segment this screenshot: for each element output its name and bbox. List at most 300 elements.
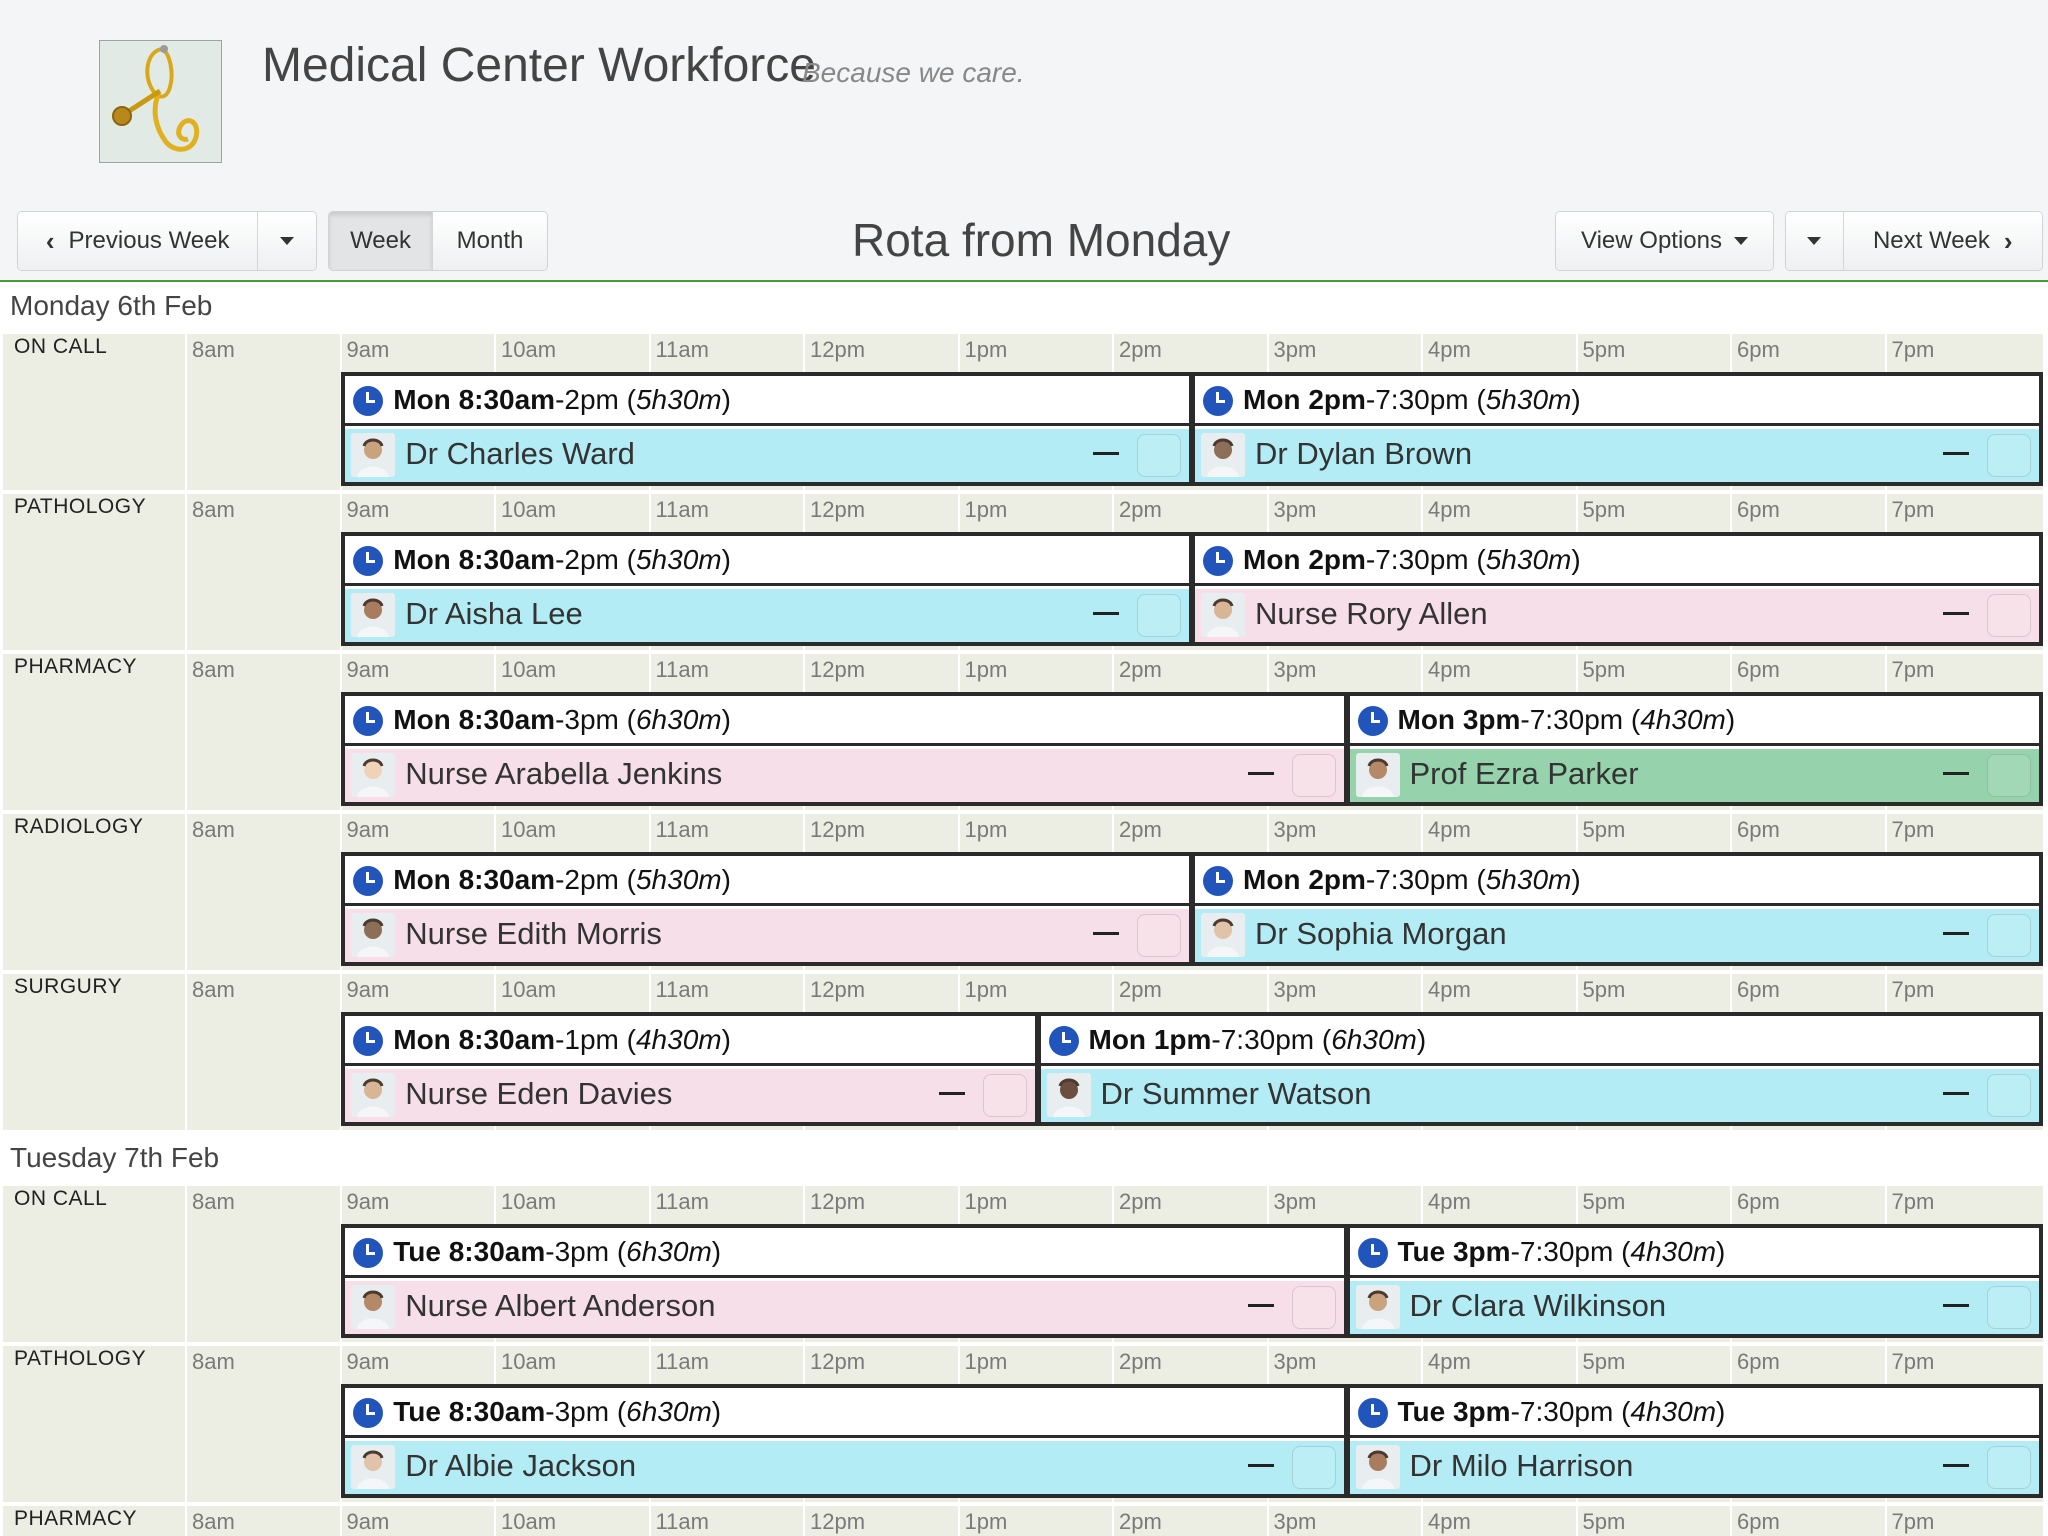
hour-label: 11am [655, 1349, 709, 1374]
shift-start: 2pm [1308, 384, 1366, 415]
shift-time-text: Mon 8:30am-2pm (5h30m) [393, 864, 731, 895]
staff-assignment[interactable] [345, 749, 1343, 802]
shift-start: 3pm [1462, 704, 1521, 735]
confirm-checkbox[interactable] [1292, 1446, 1336, 1489]
minus-icon[interactable] [1943, 612, 1969, 615]
hour-label: 7pm [1891, 657, 1935, 682]
confirm-checkbox[interactable] [1137, 594, 1181, 637]
clock-icon [353, 866, 383, 896]
hour-label: 7pm [1891, 337, 1935, 362]
shift-start: 1pm [1153, 1024, 1212, 1055]
staff-name: Nurse Rory Allen [1255, 596, 1488, 631]
staff-assignment[interactable] [345, 1069, 1034, 1122]
department-name: PATHOLOGY [14, 495, 147, 518]
shift-duration: 6h30m [635, 704, 722, 735]
shift-duration: 5h30m [1485, 864, 1572, 895]
department-name: PHARMACY [14, 655, 138, 678]
hour-label: 1pm [964, 817, 1008, 842]
week-view-button[interactable]: Week [329, 212, 433, 270]
hour-label: 7pm [1891, 497, 1935, 522]
minus-icon[interactable] [1248, 772, 1274, 775]
shift-end: 2pm [564, 544, 619, 575]
hour-label: 2pm [1119, 1349, 1162, 1374]
shift-time-bar [345, 1388, 1343, 1438]
hour-column [340, 1506, 495, 1536]
staff-assignment[interactable] [1195, 589, 2039, 642]
next-week-button[interactable] [1844, 212, 2042, 270]
confirm-checkbox[interactable] [1987, 1074, 2031, 1117]
shift-time-text: Mon 2pm-7:30pm (5h30m) [1243, 544, 1581, 575]
department-name: SURGURY [14, 975, 123, 998]
staff-name: Dr Summer Watson [1100, 1076, 1372, 1111]
hour-label: 10am [501, 657, 557, 682]
staff-assignment[interactable] [345, 1441, 1343, 1494]
department-row [3, 332, 2043, 490]
shift-card[interactable] [341, 1224, 1347, 1338]
shift-card[interactable] [341, 1012, 1038, 1126]
clock-icon [353, 706, 383, 736]
shift-time-bar [1350, 1388, 2039, 1438]
clock-icon [353, 546, 383, 576]
staff-assignment[interactable] [1350, 749, 2039, 802]
hour-label: 6pm [1737, 497, 1780, 522]
avatar [351, 1445, 395, 1489]
hour-label: 5pm [1582, 1349, 1626, 1374]
hour-label: 9am [346, 1509, 390, 1534]
staff-name: Nurse Eden Davies [405, 1076, 673, 1111]
hour-label: 7pm [1891, 1189, 1935, 1214]
staff-name: Dr Charles Ward [405, 436, 635, 471]
shift-card[interactable] [341, 372, 1193, 486]
department-row [3, 1504, 2043, 1536]
hour-label: 11am [655, 657, 709, 682]
shift-start: 8:30am [458, 864, 556, 895]
hour-label: 2pm [1119, 817, 1162, 842]
staff-assignment[interactable] [345, 429, 1189, 482]
hour-column [1885, 1506, 2040, 1536]
confirm-checkbox[interactable] [1987, 1446, 2031, 1489]
clock-icon [353, 1398, 383, 1428]
avatar [1201, 913, 1245, 957]
hour-column [185, 974, 340, 1130]
shift-end: 3pm [554, 1236, 610, 1267]
hour-label: 10am [501, 1349, 557, 1374]
department-name: RADIOLOGY [14, 815, 144, 838]
shift-time-bar [345, 696, 1343, 746]
shift-card[interactable] [1191, 532, 2043, 646]
staff-assignment[interactable] [1041, 1069, 2039, 1122]
shift-time-bar [1350, 1228, 2039, 1278]
hour-label: 6pm [1737, 1349, 1780, 1374]
clock-icon [1358, 706, 1388, 736]
day-heading: Monday 6th Feb [10, 290, 213, 321]
hour-label: 5pm [1582, 497, 1626, 522]
chevron-right-icon: › [2003, 226, 2013, 256]
avatar [1356, 1445, 1400, 1489]
shift-time-text: Mon 2pm-7:30pm (5h30m) [1243, 384, 1581, 415]
shift-end: 3pm [564, 704, 619, 735]
app-header [0, 0, 2048, 190]
shift-start: 8:30am [448, 1236, 546, 1267]
confirm-checkbox[interactable] [1292, 754, 1336, 797]
shift-time-text: Mon 3pm-7:30pm (4h30m) [1397, 704, 1736, 735]
hour-label: 1pm [964, 1509, 1008, 1534]
hour-label: 7pm [1891, 1509, 1935, 1534]
hour-label: 12pm [810, 1349, 866, 1374]
caret-down-icon [1807, 237, 1821, 245]
hour-label: 1pm [964, 977, 1008, 1002]
shift-day: Mon [393, 864, 451, 895]
confirm-checkbox[interactable] [983, 1074, 1027, 1117]
shift-time-bar [345, 1228, 1343, 1278]
shift-card[interactable] [1346, 692, 2043, 806]
staff-name: Nurse Albert Anderson [405, 1288, 716, 1323]
staff-name: Prof Ezra Parker [1409, 756, 1639, 791]
hour-label: 7pm [1891, 817, 1935, 842]
shift-duration: 4h30m [1640, 704, 1726, 735]
shift-end: 7:30pm [1375, 384, 1469, 415]
shift-time-text: Tue 3pm-7:30pm (4h30m) [1397, 1396, 1726, 1427]
shift-end: 7:30pm [1220, 1024, 1315, 1055]
confirm-checkbox[interactable] [1137, 434, 1181, 477]
shift-day: Mon [393, 704, 451, 735]
confirm-checkbox[interactable] [1137, 914, 1181, 957]
hour-column [958, 1506, 1113, 1536]
view-toggle-group [328, 211, 548, 271]
avatar [351, 1073, 395, 1117]
minus-icon[interactable] [1093, 452, 1119, 455]
minus-icon[interactable] [1943, 932, 1969, 935]
shift-day: Mon [1243, 864, 1301, 895]
shift-end: 1pm [564, 1024, 619, 1055]
staff-name: Dr Milo Harrison [1409, 1448, 1634, 1483]
minus-icon[interactable] [1943, 1304, 1969, 1307]
hour-label: 9am [346, 977, 390, 1002]
shift-duration: 5h30m [635, 384, 722, 415]
clock-icon [1203, 866, 1233, 896]
shift-day: Mon [1088, 1024, 1147, 1055]
shift-end: 2pm [564, 384, 619, 415]
hour-label: 8am [192, 1509, 235, 1534]
shift-time-bar [345, 856, 1189, 906]
shift-time-bar [1041, 1016, 2039, 1066]
rota-toolbar [0, 208, 2048, 280]
shift-start: 8:30am [448, 1396, 546, 1427]
view-options-button[interactable] [1556, 212, 1773, 270]
hour-label: 10am [501, 337, 557, 362]
avatar [351, 913, 395, 957]
hour-label: 10am [501, 1509, 557, 1534]
staff-assignment[interactable] [1350, 1441, 2039, 1494]
previous-week-button[interactable] [18, 212, 258, 270]
hour-label: 3pm [1273, 1349, 1317, 1374]
staff-assignment[interactable] [345, 909, 1189, 962]
hour-label: 3pm [1273, 657, 1317, 682]
hour-label: 2pm [1119, 337, 1162, 362]
shift-card[interactable] [1346, 1384, 2043, 1498]
hour-column [494, 1506, 649, 1536]
shift-time-text: Mon 8:30am-2pm (5h30m) [393, 544, 731, 575]
minus-icon[interactable] [1943, 772, 1969, 775]
hour-label: 4pm [1428, 337, 1471, 362]
hour-label: 1pm [964, 337, 1008, 362]
shift-end: 7:30pm [1375, 544, 1469, 575]
confirm-checkbox[interactable] [1987, 1286, 2031, 1329]
hour-label: 5pm [1582, 1189, 1626, 1214]
next-week-group [1785, 211, 2043, 271]
shift-duration: 5h30m [635, 544, 722, 575]
month-view-button[interactable]: Month [433, 212, 547, 270]
hour-label: 6pm [1737, 337, 1780, 362]
hour-column [185, 1186, 340, 1342]
hour-label: 8am [192, 977, 235, 1002]
hour-label: 10am [501, 817, 557, 842]
shift-card[interactable] [1037, 1012, 2043, 1126]
staff-name: Dr Sophia Morgan [1255, 916, 1507, 951]
department-name: ON CALL [14, 335, 108, 358]
avatar [351, 1285, 395, 1329]
shift-day: Mon [393, 384, 451, 415]
minus-icon[interactable] [1248, 1304, 1274, 1307]
shift-time-bar [1195, 536, 2039, 586]
rota-schedule [0, 282, 2048, 1536]
shift-end: 7:30pm [1519, 1236, 1614, 1267]
clock-icon [353, 1238, 383, 1268]
rota-title: Rota from Monday [852, 214, 1231, 266]
hour-label: 3pm [1273, 497, 1317, 522]
hour-label: 2pm [1119, 1509, 1162, 1534]
department-name: ON CALL [14, 1187, 108, 1210]
staff-name: Dr Dylan Brown [1255, 436, 1473, 471]
shift-card[interactable] [341, 1384, 1347, 1498]
shift-card[interactable] [1346, 1224, 2043, 1338]
hour-label: 9am [346, 497, 390, 522]
hour-label: 6pm [1737, 1509, 1780, 1534]
hour-label: 1pm [964, 1189, 1008, 1214]
hour-label: 8am [192, 657, 235, 682]
hour-label: 12pm [810, 1189, 866, 1214]
shift-time-text: Tue 8:30am-3pm (6h30m) [393, 1396, 722, 1427]
staff-name: Nurse Edith Morris [405, 916, 662, 951]
staff-name: Dr Clara Wilkinson [1409, 1288, 1667, 1323]
hour-label: 2pm [1119, 1189, 1162, 1214]
avatar [1201, 433, 1245, 477]
hour-label: 4pm [1428, 1349, 1471, 1374]
shift-day: Tue [393, 1396, 441, 1427]
hour-column [185, 814, 340, 970]
hour-label: 6pm [1737, 977, 1780, 1002]
previous-week-dropdown-button[interactable] [258, 212, 316, 270]
avatar [351, 753, 395, 797]
shift-end: 3pm [554, 1396, 610, 1427]
avatar [1047, 1073, 1091, 1117]
confirm-checkbox[interactable] [1987, 914, 2031, 957]
clock-icon [1049, 1026, 1079, 1056]
hour-column [185, 654, 340, 810]
hour-column [185, 494, 340, 650]
next-week-dropdown-button[interactable] [1786, 212, 1844, 270]
staff-name: Nurse Arabella Jenkins [405, 756, 723, 791]
shift-end: 7:30pm [1519, 1396, 1614, 1427]
shift-start: 8:30am [458, 384, 556, 415]
app-title: Medical Center Workforce [262, 39, 816, 92]
shift-start: 8:30am [458, 544, 556, 575]
hour-label: 4pm [1428, 1189, 1471, 1214]
shift-day: Mon [393, 1024, 451, 1055]
shift-duration: 6h30m [626, 1396, 712, 1427]
hour-label: 3pm [1273, 977, 1317, 1002]
shift-time-text: Mon 2pm-7:30pm (5h30m) [1243, 864, 1581, 895]
hour-label: 8am [192, 337, 235, 362]
hour-label: 2pm [1119, 977, 1162, 1002]
shift-card[interactable] [1191, 852, 2043, 966]
chevron-left-icon: ‹ [45, 226, 55, 256]
hour-label: 5pm [1582, 977, 1626, 1002]
avatar [1356, 1285, 1400, 1329]
hour-label: 10am [501, 977, 557, 1002]
shift-duration: 6h30m [626, 1236, 712, 1267]
minus-icon[interactable] [1943, 1092, 1969, 1095]
hour-label: 12pm [810, 497, 866, 522]
staff-assignment[interactable] [345, 589, 1189, 642]
shift-time-text: Mon 8:30am-1pm (4h30m) [393, 1024, 731, 1055]
shift-time-bar [1195, 376, 2039, 426]
shift-end: 7:30pm [1375, 864, 1469, 895]
hour-label: 9am [346, 337, 390, 362]
shift-day: Mon [1243, 384, 1301, 415]
hour-column [1267, 1506, 1422, 1536]
department-row [3, 652, 2043, 810]
hour-label: 12pm [810, 657, 866, 682]
minus-icon[interactable] [1943, 1464, 1969, 1467]
hour-label: 11am [655, 1509, 709, 1534]
caret-down-icon [1734, 237, 1748, 245]
clock-icon [353, 386, 383, 416]
department-row [3, 1344, 2043, 1502]
minus-icon[interactable] [1093, 612, 1119, 615]
confirm-checkbox[interactable] [1987, 754, 2031, 797]
shift-time-bar [1350, 696, 2039, 746]
caret-down-icon [280, 237, 294, 245]
staff-name: Dr Albie Jackson [405, 1448, 637, 1483]
department-row [3, 972, 2043, 1130]
hour-label: 11am [655, 817, 709, 842]
department-row [3, 812, 2043, 970]
hour-label: 11am [655, 977, 709, 1002]
hour-label: 9am [346, 657, 390, 682]
hour-label: 12pm [810, 977, 866, 1002]
hour-label: 12pm [810, 817, 866, 842]
hour-label: 3pm [1273, 337, 1317, 362]
shift-time-text: Tue 3pm-7:30pm (4h30m) [1397, 1236, 1726, 1267]
hour-label: 4pm [1428, 657, 1471, 682]
next-week-label: Next Week [1872, 227, 1990, 254]
confirm-checkbox[interactable] [1987, 434, 2031, 477]
confirm-checkbox[interactable] [1987, 594, 2031, 637]
confirm-checkbox[interactable] [1292, 1286, 1336, 1329]
shift-start: 2pm [1308, 864, 1366, 895]
clock-icon [1203, 386, 1233, 416]
shift-start: 8:30am [458, 704, 556, 735]
hour-column [185, 1506, 340, 1536]
shift-day: Mon [1243, 544, 1301, 575]
hour-label: 1pm [964, 1349, 1008, 1374]
hour-label: 9am [346, 1189, 390, 1214]
staff-assignment[interactable] [1195, 429, 2039, 482]
shift-card[interactable] [341, 852, 1193, 966]
shift-duration: 5h30m [635, 864, 722, 895]
staff-assignment[interactable] [1195, 909, 2039, 962]
shift-duration: 5h30m [1485, 544, 1572, 575]
hour-label: 11am [655, 497, 709, 522]
shift-card[interactable] [341, 532, 1193, 646]
shift-start: 3pm [1452, 1396, 1511, 1427]
department-name: PATHOLOGY [14, 1347, 147, 1370]
hour-label: 8am [192, 1349, 235, 1374]
hour-column [185, 334, 340, 490]
shift-time-bar [1195, 856, 2039, 906]
hour-label: 4pm [1428, 497, 1471, 522]
hour-label: 4pm [1428, 817, 1471, 842]
minus-icon[interactable] [1943, 452, 1969, 455]
avatar [351, 593, 395, 637]
shift-day: Tue [1397, 1396, 1446, 1427]
shift-day: Mon [393, 544, 451, 575]
hour-label: 4pm [1428, 977, 1471, 1002]
shift-start: 8:30am [458, 1024, 556, 1055]
clock-icon [1358, 1398, 1388, 1428]
shift-time-text: Mon 8:30am-2pm (5h30m) [393, 384, 731, 415]
shift-card[interactable] [1191, 372, 2043, 486]
previous-week-label: Previous Week [68, 227, 230, 254]
shift-duration: 6h30m [1331, 1024, 1417, 1055]
minus-icon[interactable] [939, 1092, 965, 1095]
hour-label: 8am [192, 1189, 235, 1214]
shift-duration: 4h30m [1630, 1236, 1717, 1267]
shift-start: 3pm [1452, 1236, 1511, 1267]
hour-label: 2pm [1119, 657, 1162, 682]
staff-name: Dr Aisha Lee [405, 596, 583, 631]
hour-column [803, 1506, 958, 1536]
staff-assignment[interactable] [345, 1281, 1343, 1334]
hour-label: 1pm [964, 657, 1008, 682]
shift-time-text: Mon 1pm-7:30pm (6h30m) [1088, 1024, 1427, 1055]
hour-label: 5pm [1582, 337, 1626, 362]
avatar [1201, 593, 1245, 637]
shift-time-bar [345, 376, 1189, 426]
shift-end: 2pm [564, 864, 619, 895]
hour-label: 11am [655, 1189, 709, 1214]
minus-icon[interactable] [1248, 1464, 1274, 1467]
shift-card[interactable] [341, 692, 1347, 806]
shift-time-bar [345, 536, 1189, 586]
hour-label: 12pm [810, 337, 866, 362]
view-options-group [1555, 211, 1774, 271]
hour-label: 8am [192, 817, 235, 842]
hour-label: 7pm [1891, 1349, 1935, 1374]
hour-column [1576, 1506, 1731, 1536]
department-row [3, 1184, 2043, 1342]
shift-start: 2pm [1308, 544, 1366, 575]
hour-column [1112, 1506, 1267, 1536]
minus-icon[interactable] [1093, 932, 1119, 935]
department-row [3, 492, 2043, 650]
hour-column [185, 1346, 340, 1502]
avatar [1356, 753, 1400, 797]
clock-icon [1203, 546, 1233, 576]
staff-assignment[interactable] [1350, 1281, 2039, 1334]
stethoscope-icon [99, 40, 222, 163]
